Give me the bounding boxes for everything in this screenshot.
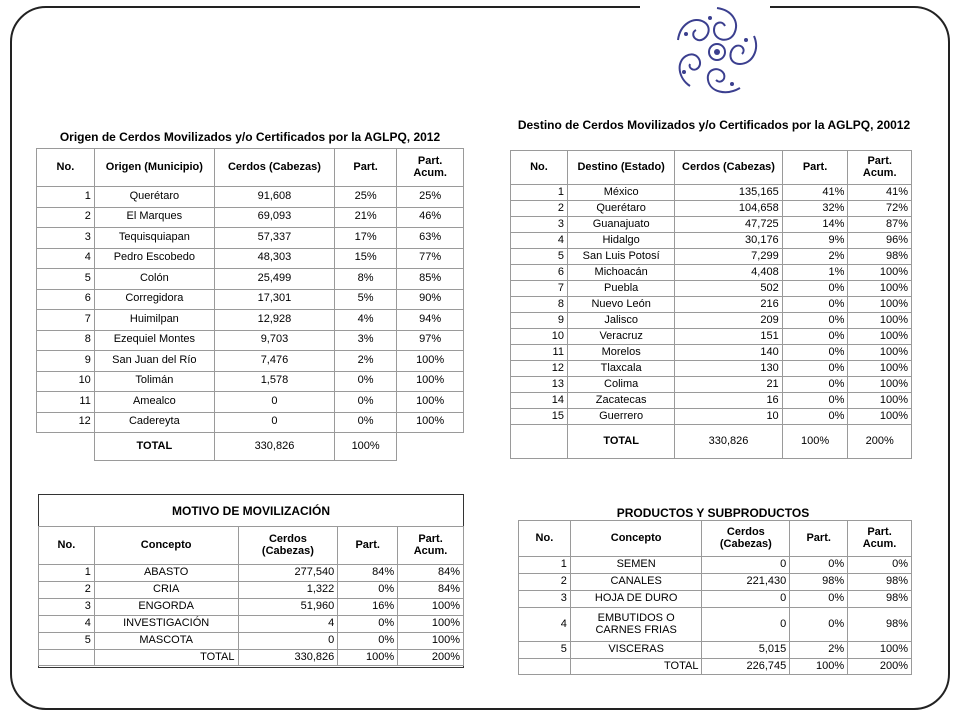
cell-name: Cadereyta	[94, 412, 214, 433]
cell-part: 21%	[335, 207, 397, 228]
header-concepto: Concepto	[570, 521, 702, 557]
table-row	[37, 371, 464, 392]
table-row	[37, 412, 464, 433]
header-part: Part.	[782, 151, 848, 185]
header-part-acum: Part. Acum.	[397, 149, 464, 187]
destino-total-row	[511, 425, 912, 459]
cell-name: Zacatecas	[567, 393, 674, 409]
table-row	[37, 289, 464, 310]
productos-title: PRODUCTOS Y SUBPRODUCTOS	[616, 506, 810, 520]
table-row	[511, 329, 912, 345]
header-no: No.	[519, 521, 571, 557]
cell-cerdos: 0	[214, 412, 334, 433]
cell-name: ABASTO	[94, 565, 238, 582]
cell-part-acum: 100%	[848, 377, 912, 393]
cell-part-acum: 100%	[397, 371, 464, 392]
cell-part: 0%	[782, 361, 848, 377]
cell-name: San Luis Potosí	[567, 249, 674, 265]
cell-no: 8	[37, 330, 95, 351]
cell-name: CRIA	[94, 582, 238, 599]
cell-name: EMBUTIDOS O CARNES FRIAS	[570, 608, 702, 642]
cell-part: 0%	[335, 371, 397, 392]
cell-part: 5%	[335, 289, 397, 310]
motivo-title: MOTIVO DE MOVILIZACIÓN	[172, 504, 330, 518]
table-row	[37, 310, 464, 331]
header-cerdos: Cerdos (Cabezas)	[238, 527, 338, 565]
cell-part-acum: 100%	[398, 599, 464, 616]
total-part-acum: 200%	[848, 425, 912, 459]
table-row	[39, 582, 464, 599]
header-part-acum: Part. Acum.	[848, 151, 912, 185]
cell-part-acum: 100%	[397, 412, 464, 433]
cell-part-acum: 97%	[397, 330, 464, 351]
header-part-acum: Part. Acum.	[848, 521, 912, 557]
cell-name: HOJA DE DURO	[570, 591, 702, 608]
cell-cerdos: 9,703	[214, 330, 334, 351]
cell-name: Pedro Escobedo	[94, 248, 214, 269]
cell-name: Ezequiel Montes	[94, 330, 214, 351]
cell-cerdos: 12,928	[214, 310, 334, 331]
header-cerdos: Cerdos (Cabezas)	[675, 151, 782, 185]
origen-table	[36, 148, 464, 461]
header-part: Part.	[790, 521, 848, 557]
cell-cerdos: 130	[675, 361, 782, 377]
cell-part: 0%	[790, 557, 848, 574]
aglpq-flower-logo-icon	[662, 0, 772, 100]
cell-part: 0%	[790, 591, 848, 608]
destino-title: Destino de Cerdos Movilizados y/o Certificados por la AGLPQ, 20012	[517, 118, 911, 132]
cell-part-acum: 0%	[848, 557, 912, 574]
cell-cerdos: 48,303	[214, 248, 334, 269]
cell-no: 3	[39, 599, 95, 616]
cell-part-acum: 63%	[397, 228, 464, 249]
cell-no: 1	[511, 185, 568, 201]
cell-part-acum: 46%	[397, 207, 464, 228]
cell-part: 8%	[335, 269, 397, 290]
table-row	[37, 248, 464, 269]
cell-part: 0%	[782, 297, 848, 313]
cell-name: México	[567, 185, 674, 201]
table-row	[37, 351, 464, 372]
table-row	[511, 249, 912, 265]
cell-no: 12	[511, 361, 568, 377]
header-cerdos: Cerdos (Cabezas)	[214, 149, 334, 187]
cell-cerdos: 69,093	[214, 207, 334, 228]
cell-cerdos: 17,301	[214, 289, 334, 310]
origen-total-row	[37, 433, 464, 461]
cell-name: INVESTIGACIÓN	[94, 616, 238, 633]
table-row	[511, 409, 912, 425]
cell-part: 0%	[782, 313, 848, 329]
cell-name: SEMEN	[570, 557, 702, 574]
cell-name: Amealco	[94, 392, 214, 413]
table-row	[511, 265, 912, 281]
cell-no: 3	[511, 217, 568, 233]
cell-part: 0%	[782, 345, 848, 361]
cell-part-acum: 100%	[397, 392, 464, 413]
cell-no: 4	[519, 608, 571, 642]
total-cerdos: 330,826	[214, 433, 334, 461]
cell-part-acum: 25%	[397, 187, 464, 208]
cell-name: Querétaro	[567, 201, 674, 217]
table-row	[519, 591, 912, 608]
cell-part-acum: 100%	[848, 345, 912, 361]
cell-cerdos: 0	[214, 392, 334, 413]
cell-name: Huimilpan	[94, 310, 214, 331]
cell-name: Jalisco	[567, 313, 674, 329]
cell-cerdos: 10	[675, 409, 782, 425]
header-no: No.	[511, 151, 568, 185]
cell-part-acum: 96%	[848, 233, 912, 249]
destino-table	[510, 150, 912, 459]
header-concepto: Concepto	[94, 527, 238, 565]
cell-part: 0%	[335, 412, 397, 433]
cell-name: Colón	[94, 269, 214, 290]
origen-header-row	[37, 149, 464, 187]
cell-part-acum: 87%	[848, 217, 912, 233]
table-row	[511, 345, 912, 361]
cell-part-acum: 84%	[398, 565, 464, 582]
header-part: Part.	[338, 527, 398, 565]
cell-cerdos: 21	[675, 377, 782, 393]
cell-name: Colima	[567, 377, 674, 393]
table-row	[511, 201, 912, 217]
table-row	[511, 217, 912, 233]
table-row	[37, 187, 464, 208]
destino-header-row	[511, 151, 912, 185]
header-no: No.	[39, 527, 95, 565]
cell-cerdos: 502	[675, 281, 782, 297]
cell-cerdos: 0	[702, 591, 790, 608]
productos-table	[518, 520, 912, 675]
cell-name: Tequisquiapan	[94, 228, 214, 249]
total-part-acum: 200%	[398, 650, 464, 666]
cell-part: 0%	[338, 616, 398, 633]
cell-no: 8	[511, 297, 568, 313]
cell-no: 12	[37, 412, 95, 433]
cell-name: Michoacán	[567, 265, 674, 281]
cell-part-acum: 100%	[397, 351, 464, 372]
cell-no: 1	[39, 565, 95, 582]
cell-part-acum: 98%	[848, 608, 912, 642]
cell-no: 3	[37, 228, 95, 249]
table-row	[37, 228, 464, 249]
cell-cerdos: 4	[238, 616, 338, 633]
cell-no: 5	[39, 633, 95, 650]
table-row	[39, 616, 464, 633]
total-part: 100%	[338, 650, 398, 666]
cell-part-acum: 100%	[848, 409, 912, 425]
productos-total-row	[519, 659, 912, 675]
table-row	[511, 281, 912, 297]
cell-part: 0%	[782, 409, 848, 425]
cell-no: 5	[511, 249, 568, 265]
cell-name: Veracruz	[567, 329, 674, 345]
table-row	[37, 207, 464, 228]
total-label: TOTAL	[94, 433, 214, 461]
table-row	[511, 313, 912, 329]
cell-part: 16%	[338, 599, 398, 616]
table-row	[519, 574, 912, 591]
total-cerdos: 226,745	[702, 659, 790, 675]
cell-no: 6	[37, 289, 95, 310]
cell-part: 32%	[782, 201, 848, 217]
cell-part-acum: 98%	[848, 591, 912, 608]
cell-no: 11	[511, 345, 568, 361]
total-cerdos: 330,826	[238, 650, 338, 666]
table-row	[39, 633, 464, 650]
cell-part: 0%	[782, 281, 848, 297]
cell-name: VISCERAS	[570, 642, 702, 659]
cell-cerdos: 47,725	[675, 217, 782, 233]
cell-part: 0%	[782, 393, 848, 409]
cell-part-acum: 100%	[398, 633, 464, 650]
productos-header-row	[519, 521, 912, 557]
cell-cerdos: 4,408	[675, 265, 782, 281]
cell-no: 4	[511, 233, 568, 249]
cell-cerdos: 7,476	[214, 351, 334, 372]
cell-part-acum: 100%	[848, 642, 912, 659]
cell-no: 2	[37, 207, 95, 228]
table-row	[511, 377, 912, 393]
cell-cerdos: 30,176	[675, 233, 782, 249]
motivo-header-row	[39, 527, 464, 565]
cell-no: 2	[519, 574, 571, 591]
cell-part: 25%	[335, 187, 397, 208]
cell-part-acum: 100%	[848, 265, 912, 281]
total-label: TOTAL	[567, 425, 674, 459]
cell-part-acum: 100%	[848, 281, 912, 297]
table-row	[37, 330, 464, 351]
table-row	[511, 297, 912, 313]
cell-no: 1	[519, 557, 571, 574]
header-origen: Origen (Municipio)	[94, 149, 214, 187]
cell-cerdos: 5,015	[702, 642, 790, 659]
cell-part-acum: 84%	[398, 582, 464, 599]
cell-cerdos: 151	[675, 329, 782, 345]
header-destino: Destino (Estado)	[567, 151, 674, 185]
cell-name: MASCOTA	[94, 633, 238, 650]
table-row	[39, 599, 464, 616]
cell-part: 2%	[335, 351, 397, 372]
cell-part: 15%	[335, 248, 397, 269]
cell-no: 2	[511, 201, 568, 217]
cell-name: Tlaxcala	[567, 361, 674, 377]
cell-part: 17%	[335, 228, 397, 249]
header-part-acum: Part. Acum.	[398, 527, 464, 565]
cell-cerdos: 135,165	[675, 185, 782, 201]
total-part-acum: 200%	[848, 659, 912, 675]
cell-cerdos: 57,337	[214, 228, 334, 249]
table-row	[519, 608, 912, 642]
cell-part-acum: 100%	[848, 329, 912, 345]
table-row	[511, 393, 912, 409]
cell-name: Puebla	[567, 281, 674, 297]
cell-cerdos: 209	[675, 313, 782, 329]
cell-part: 41%	[782, 185, 848, 201]
cell-part-acum: 100%	[848, 297, 912, 313]
cell-part: 0%	[335, 392, 397, 413]
cell-no: 11	[37, 392, 95, 413]
cell-cerdos: 221,430	[702, 574, 790, 591]
cell-cerdos: 1,578	[214, 371, 334, 392]
cell-part-acum: 100%	[848, 393, 912, 409]
cell-name: El Marques	[94, 207, 214, 228]
header-part: Part.	[335, 149, 397, 187]
cell-no: 6	[511, 265, 568, 281]
cell-no: 5	[519, 642, 571, 659]
table-row	[511, 233, 912, 249]
cell-name: CANALES	[570, 574, 702, 591]
cell-no: 2	[39, 582, 95, 599]
cell-cerdos: 51,960	[238, 599, 338, 616]
cell-part-acum: 98%	[848, 249, 912, 265]
cell-no: 1	[37, 187, 95, 208]
cell-name: Morelos	[567, 345, 674, 361]
cell-no: 3	[519, 591, 571, 608]
cell-no: 4	[39, 616, 95, 633]
cell-part-acum: 100%	[848, 313, 912, 329]
header-cerdos: Cerdos (Cabezas)	[702, 521, 790, 557]
cell-no: 7	[511, 281, 568, 297]
cell-part: 98%	[790, 574, 848, 591]
motivo-total-row	[39, 650, 464, 666]
motivo-table	[38, 526, 464, 666]
cell-name: Hidalgo	[567, 233, 674, 249]
cell-part: 0%	[338, 633, 398, 650]
cell-no: 4	[37, 248, 95, 269]
cell-no: 15	[511, 409, 568, 425]
cell-cerdos: 104,658	[675, 201, 782, 217]
cell-cerdos: 25,499	[214, 269, 334, 290]
cell-no: 7	[37, 310, 95, 331]
cell-part: 3%	[335, 330, 397, 351]
table-row	[519, 642, 912, 659]
cell-part-acum: 94%	[397, 310, 464, 331]
total-cerdos: 330,826	[675, 425, 782, 459]
cell-name: Querétaro	[94, 187, 214, 208]
table-row	[37, 392, 464, 413]
cell-part: 84%	[338, 565, 398, 582]
cell-cerdos: 0	[702, 557, 790, 574]
cell-cerdos: 7,299	[675, 249, 782, 265]
cell-part: 4%	[335, 310, 397, 331]
cell-no: 10	[511, 329, 568, 345]
cell-name: Corregidora	[94, 289, 214, 310]
cell-part: 14%	[782, 217, 848, 233]
cell-part: 0%	[782, 377, 848, 393]
total-part: 100%	[335, 433, 397, 461]
total-part: 100%	[790, 659, 848, 675]
cell-no: 14	[511, 393, 568, 409]
cell-cerdos: 0	[702, 608, 790, 642]
table-row	[511, 185, 912, 201]
cell-part: 2%	[782, 249, 848, 265]
cell-cerdos: 16	[675, 393, 782, 409]
header-no: No.	[37, 149, 95, 187]
cell-name: Nuevo León	[567, 297, 674, 313]
cell-no: 10	[37, 371, 95, 392]
cell-no: 9	[37, 351, 95, 372]
cell-no: 13	[511, 377, 568, 393]
cell-part-acum: 85%	[397, 269, 464, 290]
table-row	[39, 565, 464, 582]
cell-cerdos: 91,608	[214, 187, 334, 208]
total-part: 100%	[782, 425, 848, 459]
cell-cerdos: 1,322	[238, 582, 338, 599]
cell-part: 2%	[790, 642, 848, 659]
cell-no: 9	[511, 313, 568, 329]
cell-cerdos: 140	[675, 345, 782, 361]
cell-cerdos: 0	[238, 633, 338, 650]
cell-part: 1%	[782, 265, 848, 281]
cell-part-acum: 100%	[398, 616, 464, 633]
cell-name: Tolimán	[94, 371, 214, 392]
cell-part: 0%	[790, 608, 848, 642]
cell-part-acum: 90%	[397, 289, 464, 310]
cell-cerdos: 216	[675, 297, 782, 313]
cell-name: ENGORDA	[94, 599, 238, 616]
cell-no: 5	[37, 269, 95, 290]
cell-part: 0%	[782, 329, 848, 345]
table-row	[519, 557, 912, 574]
origen-title: Origen de Cerdos Movilizados y/o Certificados por la AGLPQ, 2012	[59, 130, 441, 144]
cell-part: 0%	[338, 582, 398, 599]
cell-part-acum: 98%	[848, 574, 912, 591]
total-label: TOTAL	[94, 650, 238, 666]
cell-name: Guerrero	[567, 409, 674, 425]
total-label: TOTAL	[570, 659, 702, 675]
cell-name: San Juan del Río	[94, 351, 214, 372]
cell-part-acum: 77%	[397, 248, 464, 269]
table-row	[511, 361, 912, 377]
cell-part-acum: 100%	[848, 361, 912, 377]
cell-cerdos: 277,540	[238, 565, 338, 582]
cell-part-acum: 72%	[848, 201, 912, 217]
cell-part: 9%	[782, 233, 848, 249]
table-row	[37, 269, 464, 290]
cell-part-acum: 41%	[848, 185, 912, 201]
cell-name: Guanajuato	[567, 217, 674, 233]
